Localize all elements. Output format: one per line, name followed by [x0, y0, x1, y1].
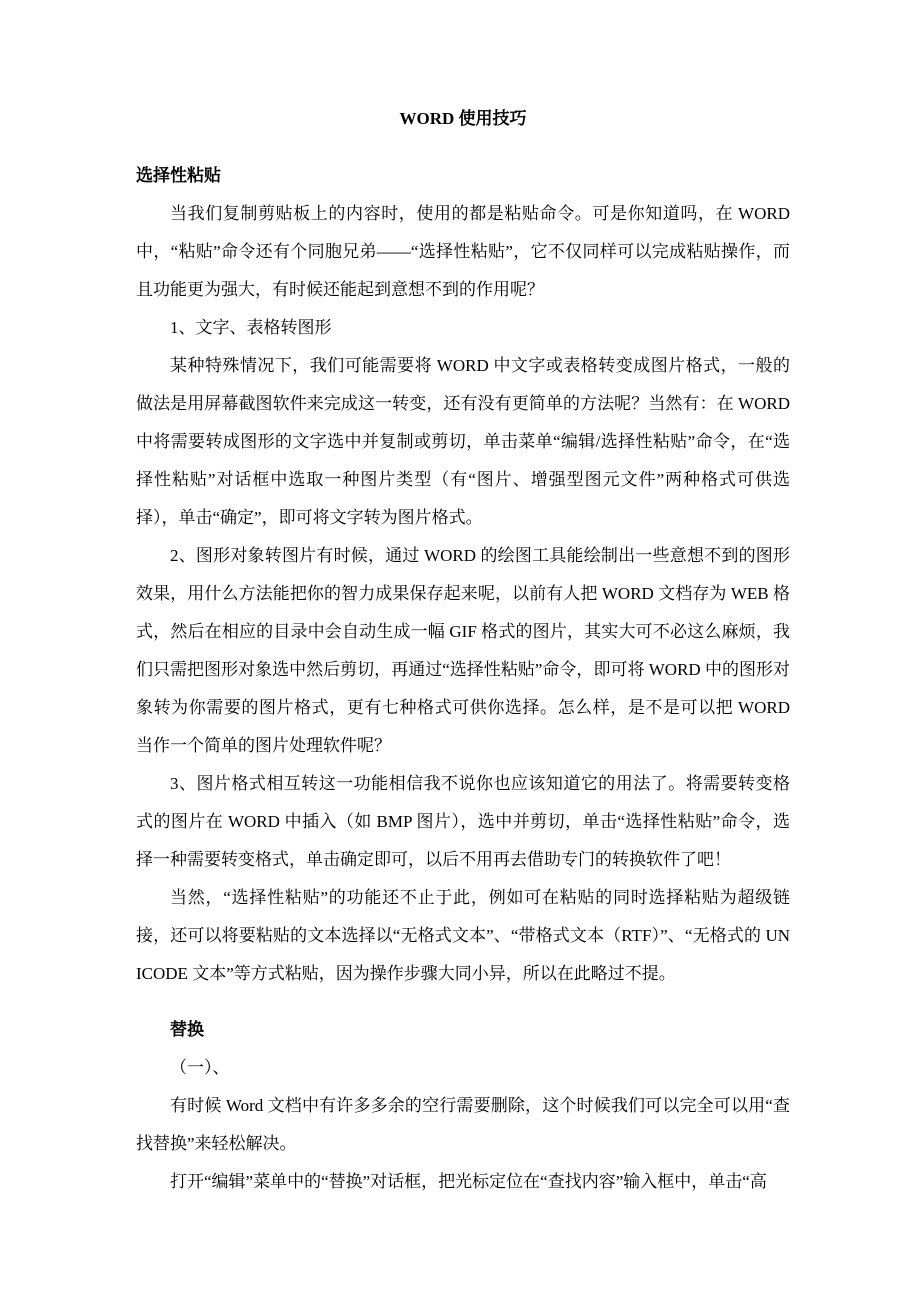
- paragraph: 3、图片格式相互转这一功能相信我不说你也应该知道它的用法了。将需要转变格式的图片在 WORD 中插入（如 BMP 图片），选中并剪切，单击“选择性粘贴”命令，选择一种需要转变格式，单击确定即可，以后不用再去借助专门的转换软件了吧！: [136, 774, 790, 869]
- document-title: WORD 使用技巧: [399, 109, 527, 128]
- paragraph-list-item: 1、文字、表格转图形: [170, 318, 332, 337]
- paragraph: 有时候 Word 文档中有许多多余的空行需要删除，这个时候我们可以完全可以用“查找替换”来轻松解决。: [136, 1096, 790, 1153]
- section-heading-paste: 选择性粘贴: [136, 166, 221, 185]
- paragraph: 打开“编辑”菜单中的“替换”对话框，把光标定位在“查找内容”输入框中，单击“高: [170, 1172, 767, 1191]
- paragraph: 某种特殊情况下，我们可能需要将 WORD 中文字或表格转变成图片格式，一般的做法是用屏幕截图软件来完成这一转变，还有没有更简单的方法呢？当然有：在 WORD 中将需要转成图形的文字选中并复制或剪切，单击菜单“编辑/选择性粘贴”命令，在“选择性粘贴”对话框中选取一种图片类型（有“图片、增强型图元文件”两种格式可供选择），单击“确定”，即可将文字转为图片格式。: [136, 356, 790, 527]
- paragraph: 当我们复制剪贴板上的内容时，使用的都是粘贴命令。可是你知道吗，在 WORD 中，“粘贴”命令还有个同胞兄弟——“选择性粘贴”，它不仅同样可以完成粘贴操作，而且功能更为强大，有时候还能起到意想不到的作用呢？: [136, 204, 790, 299]
- paragraph-list-marker: （一）、: [170, 1058, 230, 1077]
- paragraph: 当然，“选择性粘贴”的功能还不止于此，例如可在粘贴的同时选择粘贴为超级链接，还可以将要粘贴的文本选择以“无格式文本”、“带格式文本（RTF）”、“无格式的 UNICODE 文本”等方式粘贴，因为操作步骤大同小异，所以在此略过不提。: [136, 888, 790, 983]
- section-heading-replace: 替换: [170, 1020, 204, 1039]
- paragraph: 2、图形对象转图片有时候，通过 WORD 的绘图工具能绘制出一些意想不到的图形效果，用什么方法能把你的智力成果保存起来呢，以前有人把 WORD 文档存为 WEB 格式，然后在相应的目录中会自动生成一幅 GIF 格式的图片，其实大可不必这么麻烦，我们只需把图形对象选中然后剪切，再通过“选择性粘贴”命令，即可将 WORD 中的图形对象转为你需要的图片格式，更有七种格式可供你选择。怎么样，是不是可以把 WORD 当作一个简单的图片处理软件呢？: [136, 546, 790, 755]
